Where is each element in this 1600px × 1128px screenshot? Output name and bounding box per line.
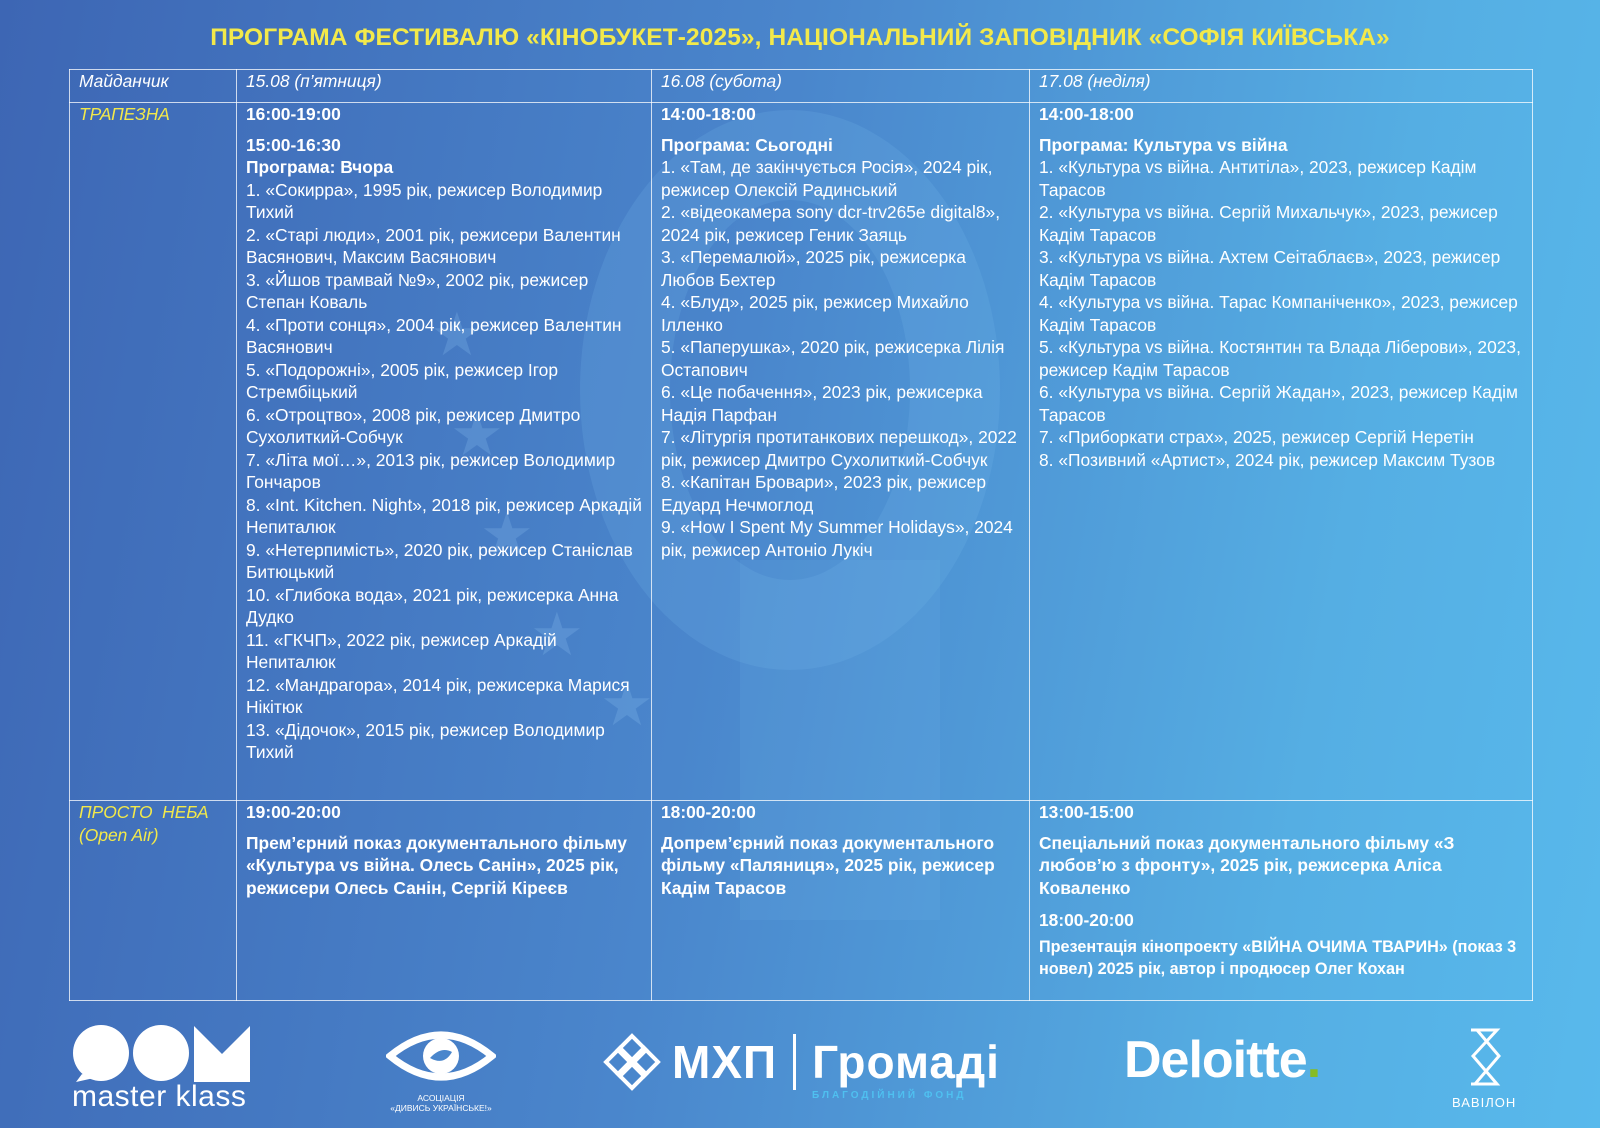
time-slot: 14:00-18:00	[1039, 104, 1134, 124]
association-name-line2: «ДИВИСЬ УКРАЇНСЬКЕ!»	[390, 1103, 492, 1113]
venue-sublabel: (Open Air)	[79, 824, 159, 845]
program-title: Програма: Сьогодні	[661, 134, 833, 155]
time-slot-2: 15:00-16:30	[246, 134, 341, 155]
time-slot: 19:00-20:00	[246, 802, 341, 822]
film-item: 5. «Подорожні», 2005 рік, режисер Ігор Стрембіцький	[246, 359, 559, 402]
program-title: Програма: Вчора	[246, 157, 394, 177]
film-item: 10. «Глибока вода», 2021 рік, режисерка Анна Дудко	[246, 584, 619, 627]
header-row	[70, 70, 1533, 103]
film-item: 9. «Нетерпимість», 2020 рік, режисер Станіслав Битюцький	[246, 539, 633, 582]
film-item: 6. «Отроцтво», 2008 рік, режисер Дмитро Сухолиткий-Собчук	[246, 404, 581, 447]
mhp-subtitle: БЛАГОДІЙНИЙ ФОНД	[812, 1090, 967, 1101]
venue-label: ТРАПЕЗНА	[79, 104, 170, 124]
schedule-table	[69, 69, 1533, 1001]
film-item: 7. «Приборкати страх», 2025, режисер Сергій Неретін	[1039, 427, 1474, 447]
background-star-icon: ★	[530, 601, 584, 668]
film-item: 11. «ГКЧП», 2022 рік, режисер Аркадій Непиталюк	[246, 629, 557, 672]
film-item: 3. «Йшов трамвай №9», 2002 рік, режисер Степан Коваль	[246, 269, 589, 312]
film-item: 1. «Там, де закінчується Росія», 2024 рік, режисер Олексій Радинський	[661, 157, 993, 200]
film-item: 3. «Перемалюй», 2025 рік, режисерка Любов Бехтер	[661, 247, 966, 290]
film-item: 2. «відеокамера sony dcr-trv265e digital8», 2024 рік, режисер Геник Заяць	[661, 202, 1001, 245]
film-list	[1039, 156, 1524, 471]
background-star-icon: ★	[430, 301, 484, 368]
film-item: 3. «Культура vs війна. Ахтем Сеітаблаєв», 2023, режисер Кадім Тарасов	[1039, 247, 1501, 290]
time-slot: 13:00-15:00	[1039, 802, 1134, 822]
film-item: 8. «Int. Kitchen. Night», 2018 рік, режисер Аркадій Непиталюк	[246, 494, 642, 537]
deloitte-dot: .	[1306, 1031, 1321, 1089]
association-logo	[386, 1022, 496, 1113]
film-item: 9. «How I Spent My Summer Holidays», 2024 рік, режисер Антоніо Лукіч	[661, 517, 1013, 560]
master-klass-text: master klass	[72, 1080, 247, 1113]
film-item: 5. «Культура vs війна. Костянтин та Влада Ліберови», 2023, режисер Кадім Тарасов	[1039, 337, 1521, 380]
babylon-text: ВАВІЛОН	[1452, 1095, 1517, 1110]
eye-icon	[386, 1022, 496, 1088]
venue-openair	[70, 801, 237, 1001]
film-item: 1. «Культура vs війна. Антитіла», 2023, режисер Кадім Тарасов	[1039, 157, 1477, 200]
openair-day3-cell	[1030, 801, 1533, 1001]
sponsor-logos	[0, 1010, 1600, 1128]
film-item: 1. «Сокирра», 1995 рік, режисер Володимир Тихий	[246, 179, 603, 222]
film-item: 4. «Блуд», 2025 рік, режисер Михайло Ілленко	[661, 292, 969, 335]
trapezna-day1-cell	[237, 103, 652, 801]
mhp-text: МХП	[672, 1036, 778, 1088]
master-klass-logo	[72, 1024, 252, 1114]
header-venue: Майданчик	[70, 70, 237, 103]
film-item: 8. «Позивний «Артист», 2024 рік, режисер Максим Тузов	[1039, 449, 1496, 470]
header-day3: 17.08 (неділя)	[1030, 70, 1533, 103]
master-klass-logo-icon	[72, 1024, 252, 1082]
header-day1: 15.08 (п’ятниця)	[237, 70, 652, 103]
venue-label: ПРОСТО НЕБА	[79, 802, 209, 822]
program-title: Програма: Культура vs війна	[1039, 134, 1288, 155]
film-item: 8. «Капітан Бровари», 2023 рік, режисер Едуард Нечмоглод	[661, 472, 987, 515]
film-item: 5. «Паперушка», 2020 рік, режисерка Лілія Остапович	[661, 337, 1005, 380]
time-slot: 14:00-18:00	[661, 104, 756, 124]
trapezna-day2-cell	[652, 103, 1030, 801]
trapezna-row	[70, 103, 1533, 801]
association-name-line1: АСОЦІАЦІЯ	[417, 1093, 465, 1103]
page-title: ПРОГРАМА ФЕСТИВАЛЮ «КІНОБУКЕТ-2025», НАЦІОНАЛЬНИЙ ЗАПОВІДНИК «СОФІЯ КИЇВСЬКА»	[210, 24, 1390, 51]
film-item: 7. «Літа мої…», 2013 рік, режисер Володимир Гончаров	[246, 449, 616, 492]
film-item: 13. «Дідочок», 2015 рік, режисер Володимир Тихий	[246, 719, 605, 762]
time-slot-2: 18:00-20:00	[1039, 910, 1134, 930]
mhp-gromadi-text: Громаді	[812, 1036, 1000, 1088]
film-item: 2. «Старі люди», 2001 рік, режисери Валентин Васянович, Максим Васянович	[246, 224, 621, 267]
background-star-icon: ★	[480, 501, 534, 568]
film-item: 12. «Мандрагора», 2014 рік, режисерка Марися Нікітюк	[246, 674, 630, 717]
babylon-logo	[1452, 1026, 1516, 1110]
film-item: 6. «Культура vs війна. Сергій Жадан», 2023, режисер Кадім Тарасов	[1039, 382, 1518, 425]
openair-day2-cell	[652, 801, 1030, 1001]
time-slot: 18:00-20:00	[661, 802, 756, 822]
event-description: Спеціальний показ документального фільму «З любов’ю з фронту», 2025 рік, режисерка Аліса Коваленко	[1039, 832, 1455, 898]
deloitte-text: Deloitte	[1124, 1031, 1307, 1089]
mhp-divider	[793, 1034, 796, 1090]
mhp-logo	[602, 1032, 1000, 1101]
time-slot: 16:00-19:00	[246, 104, 341, 124]
event-description: Допрем’єрний показ документального фільму «Паляниця», 2025 рік, режисер Кадім Тарасов	[661, 832, 995, 898]
babylon-icon	[1459, 1026, 1509, 1088]
header-day2: 16.08 (субота)	[652, 70, 1030, 103]
deloitte-logo	[1124, 1030, 1320, 1090]
background-star-icon: ★	[600, 671, 654, 738]
film-list	[661, 156, 1021, 561]
film-item: 4. «Проти сонця», 2004 рік, режисер Валентин Васянович	[246, 314, 622, 357]
openair-row	[70, 801, 1533, 1001]
trapezna-day3-cell	[1030, 103, 1533, 801]
venue-trapezna	[70, 103, 237, 801]
event-description: Прем’єрний показ документального фільму «Культура vs війна. Олесь Санін», 2025 рік, режисери Олесь Санін, Сергій Кіреєв	[246, 832, 627, 898]
film-item: 2. «Культура vs війна. Сергій Михальчук», 2023, режисер Кадім Тарасов	[1039, 202, 1498, 245]
openair-day1-cell	[237, 801, 652, 1001]
film-item: 4. «Культура vs війна. Тарас Компаніченко», 2023, режисер Кадім Тарасов	[1039, 292, 1518, 335]
ornament-icon	[602, 1032, 662, 1092]
background-star-icon: ★	[450, 401, 504, 468]
event-description-2: Презентація кінопроекту «ВІЙНА ОЧИМА ТВАРИН» (показ 3 новел) 2025 рік, автор і продюсер Олег Кохан	[1039, 937, 1517, 978]
film-item: 7. «Літургія протитанкових перешкод», 2022 рік, режисер Дмитро Сухолиткий-Собчук	[661, 427, 1017, 470]
film-item: 6. «Це побачення», 2023 рік, режисерка Надія Парфан	[661, 382, 983, 425]
film-list	[246, 179, 643, 764]
